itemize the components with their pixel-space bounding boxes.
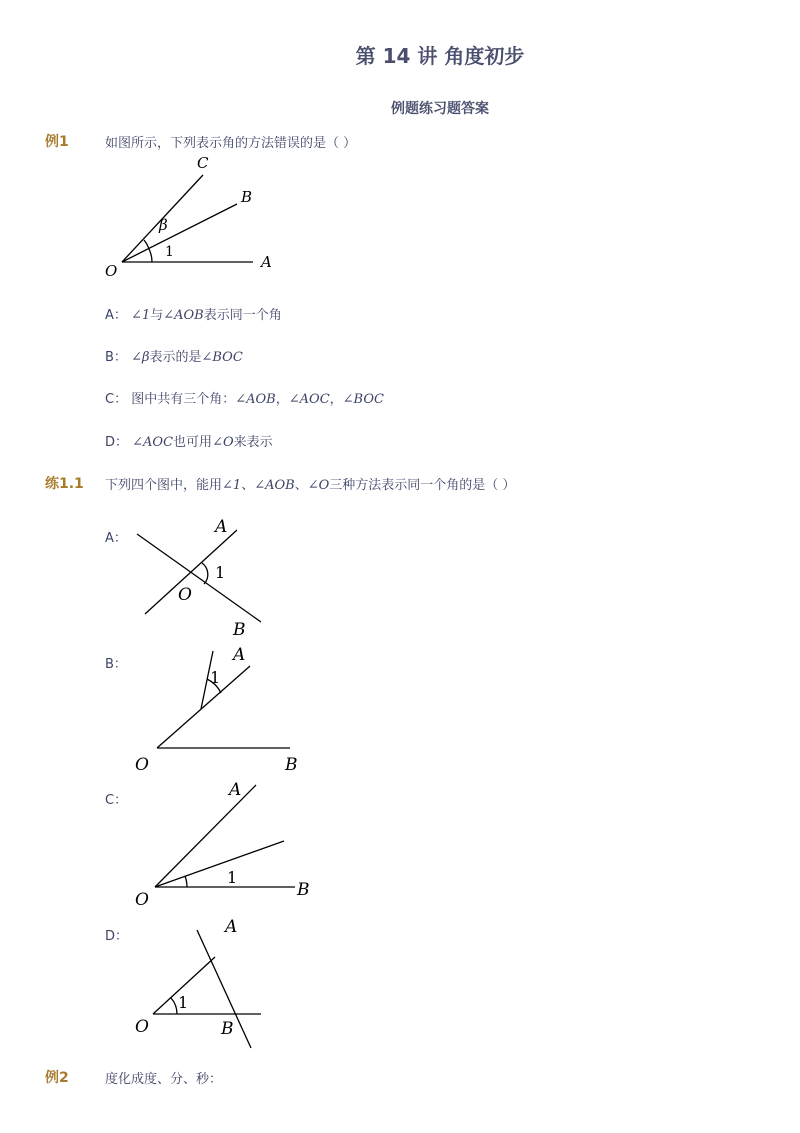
angle-1-label: 1 [215,563,226,582]
point-o-label: O [135,1017,149,1037]
point-a-label: A [225,917,238,937]
angle-1-label: 1 [178,993,189,1012]
example-1-option-c: C： 图中共有三个角：∠AOB，∠AOC，∠BOC [105,392,384,407]
angle-1-label: 1 [165,244,174,260]
ray-mid [155,841,284,887]
point-b-label: B [221,1019,234,1039]
point-o-label: O [135,890,149,910]
point-a-label: A [229,780,242,800]
point-b-label: B [233,620,246,640]
practice-option-b-figure [125,640,315,775]
angle-1-arc [149,249,152,262]
practice-option-a-figure [125,510,285,640]
example-1-option-a: A： ∠1与∠AOB表示同一个角 [105,308,282,323]
angle-1-label: 1 [227,868,238,887]
practice-option-d-figure [125,910,285,1055]
page-subtitle: 例题练习题答案 [391,101,489,117]
line-b [137,534,261,622]
angle-beta-label: β [159,216,168,234]
example-1-figure [95,150,295,285]
point-c-label: C [197,154,209,172]
example-1-label: 例1 [45,134,69,150]
example-1-option-d: D： ∠AOC也可用∠O来表示 [105,435,273,450]
practice-1-1-question: 下列四个图中，能用∠1、∠AOB、∠O三种方法表示同一个角的是（ ） [105,478,516,493]
point-b-label: B [285,755,298,775]
practice-option-b-letter: B： [105,657,127,672]
point-a-label: A [233,645,246,665]
practice-option-d-letter: D： [105,929,129,944]
practice-1-1-label: 练1.1 [45,476,84,492]
example-1-option-b: B： ∠β表示的是∠BOC [105,350,243,365]
example-2-label: 例2 [45,1070,69,1086]
point-b-label: B [297,880,310,900]
angle-1-arc [185,876,187,887]
ray-ob [122,204,237,262]
page-title: 第 14 讲 角度初步 [355,44,525,68]
point-a-label: A [215,517,228,537]
example-2-question: 度化成度、分、秒： [105,1072,223,1087]
practice-option-a-letter: A： [105,531,127,546]
example-1-question: 如图所示，下列表示角的方法错误的是（ ） [105,136,357,151]
angle-1-arc [171,998,177,1014]
point-o-label: O [105,262,118,280]
practice-option-c-figure [125,775,325,910]
point-o-label: O [135,755,149,775]
angle-1-label: 1 [210,668,221,687]
point-o-label: O [178,585,192,605]
point-a-label: A [261,253,272,271]
ray-oa [155,785,256,887]
practice-option-c-letter: C： [105,793,128,808]
point-b-label: B [241,188,253,206]
ray-oa [157,666,250,748]
angle-beta-arc [144,240,149,249]
